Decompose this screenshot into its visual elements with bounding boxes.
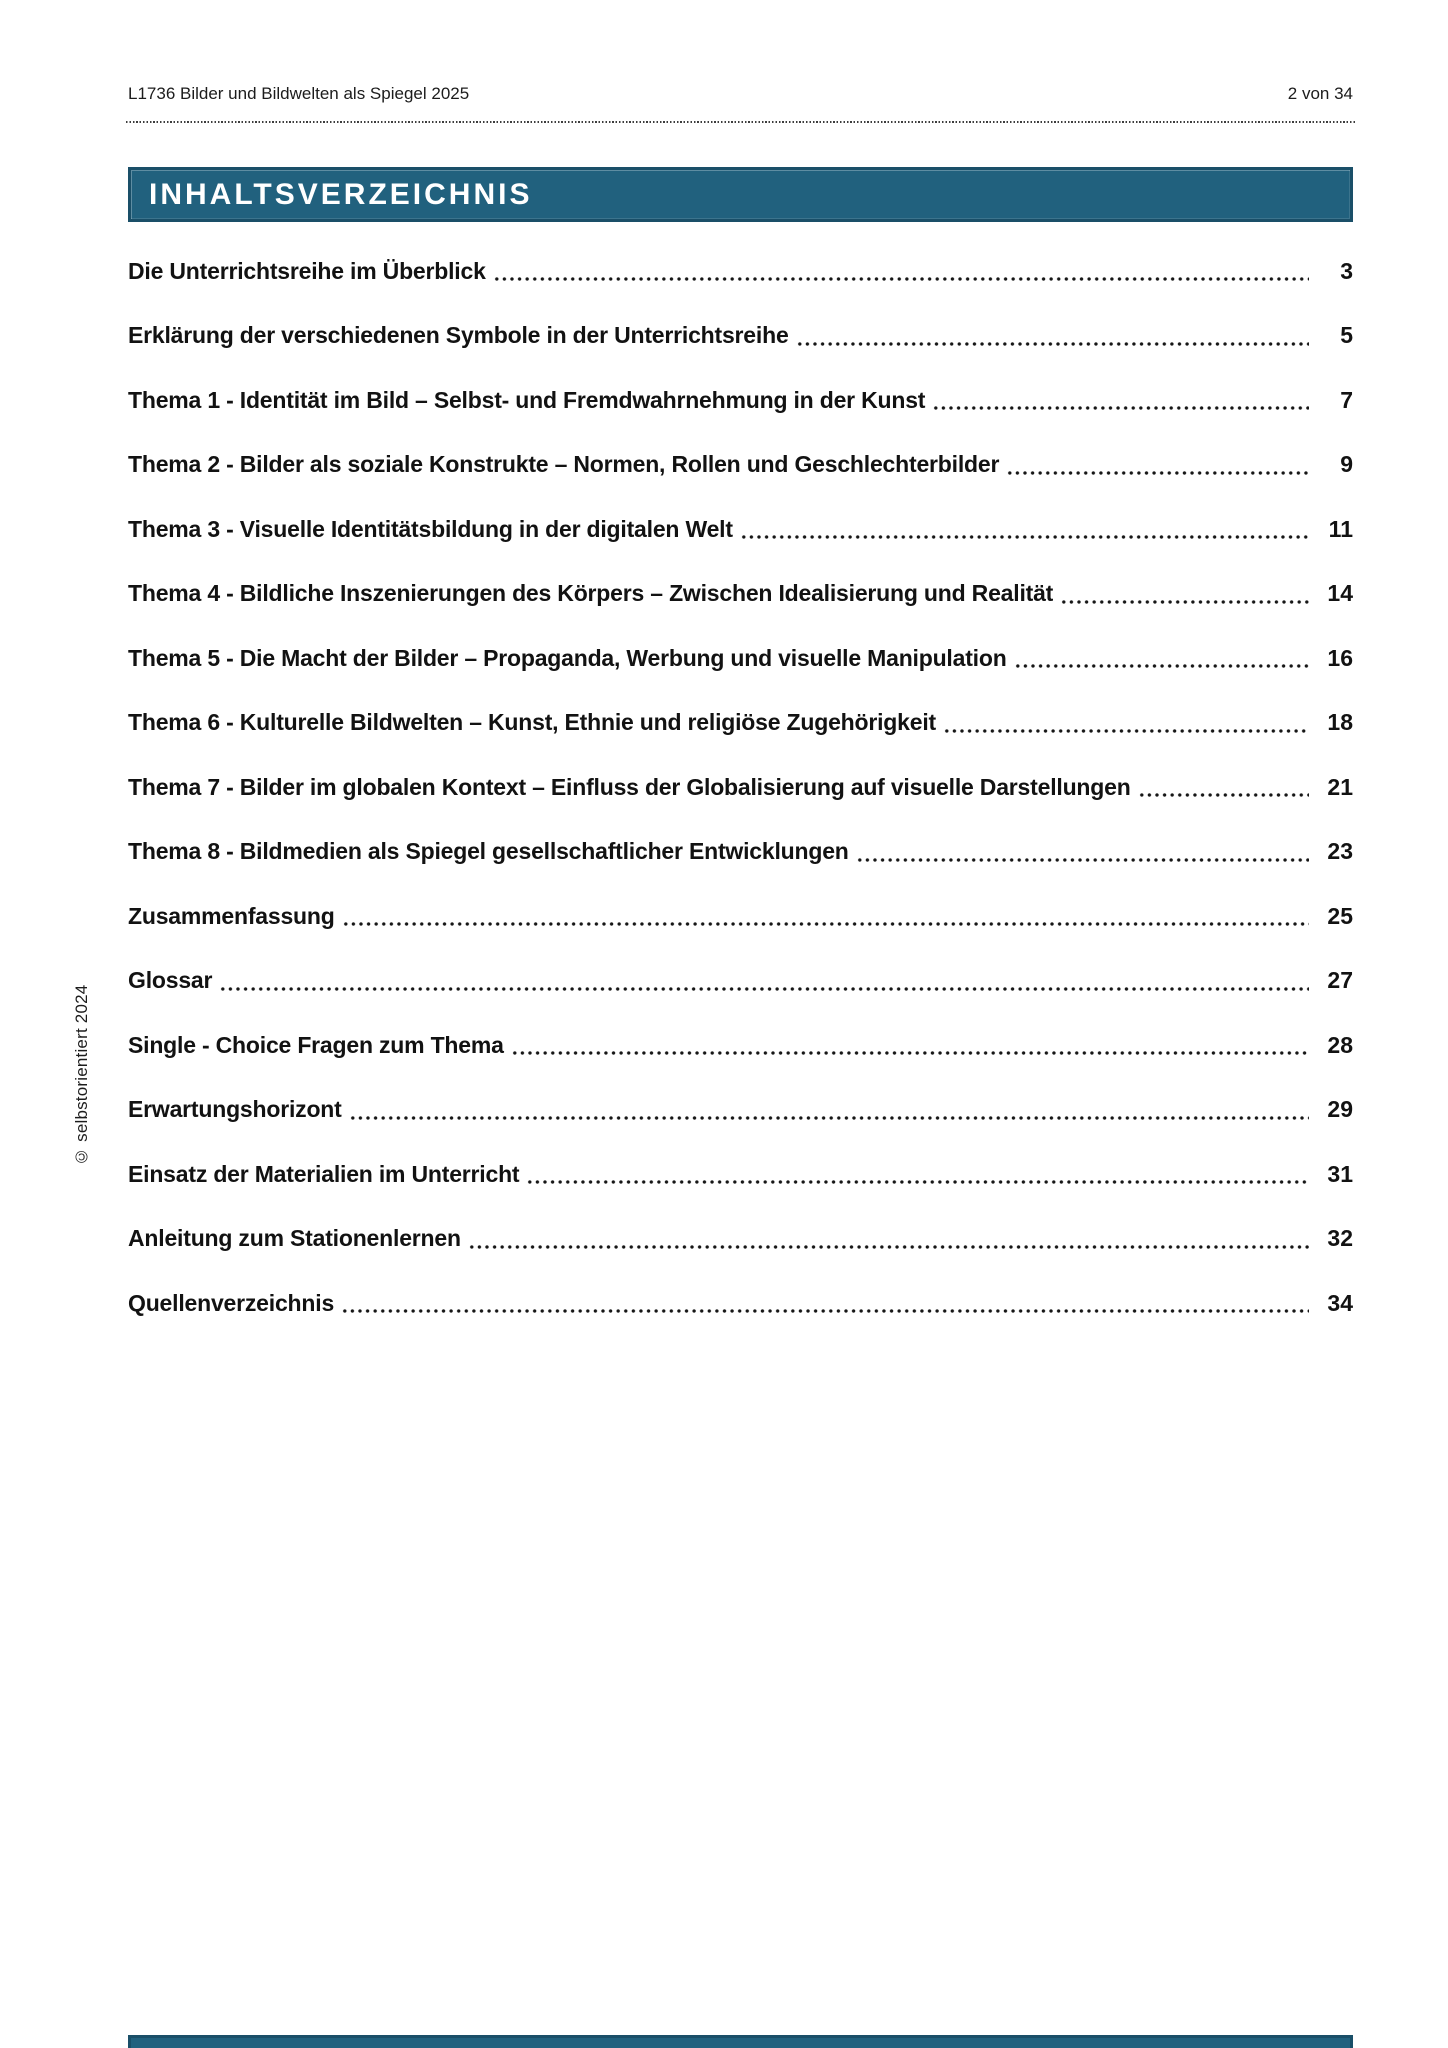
toc-entry[interactable]: [128, 1013, 1353, 1078]
toc-entry-page[interactable]: 25: [1327, 902, 1353, 929]
toc-dot-leader: [1060, 600, 1309, 604]
header-page-indicator: 2 von 34: [1287, 84, 1353, 103]
section-title-bar: [128, 167, 1353, 222]
toc-entry[interactable]: [128, 820, 1353, 885]
toc-entry-label[interactable]: Thema 3 - Visuelle Identitätsbildung in der digitalen Welt: [128, 515, 733, 542]
toc-entry[interactable]: [128, 1142, 1353, 1207]
toc-entry-label[interactable]: Thema 2 - Bilder als soziale Konstrukte – Normen, Rollen und Geschlechterbilder: [128, 451, 1000, 478]
toc-dot-leader: [796, 342, 1309, 346]
toc-entry-page[interactable]: 7: [1340, 386, 1353, 413]
toc-entry-page[interactable]: 3: [1340, 257, 1353, 284]
toc-entry[interactable]: [128, 755, 1353, 820]
toc-entry-page[interactable]: 32: [1327, 1225, 1353, 1252]
toc-entry-label[interactable]: Die Unterrichtsreihe im Überblick: [128, 257, 486, 284]
toc-entry-label[interactable]: Thema 6 - Kulturelle Bildwelten – Kunst, Ethnie und religiöse Zugehörigkeit: [128, 709, 936, 736]
toc-entry-page[interactable]: 16: [1327, 644, 1353, 671]
toc-entry-page[interactable]: 21: [1327, 773, 1353, 800]
toc-entry-page[interactable]: 18: [1327, 709, 1353, 736]
toc-dot-leader: [740, 535, 1309, 539]
toc-dot-leader: [468, 1245, 1309, 1249]
toc-entry-page[interactable]: 29: [1327, 1096, 1353, 1123]
toc-entry-page[interactable]: 23: [1327, 838, 1353, 865]
toc-entry-label[interactable]: Anleitung zum Stationenlernen: [128, 1225, 461, 1252]
toc-entry[interactable]: [128, 1078, 1353, 1143]
toc-list: [128, 239, 1353, 1336]
toc-dot-leader: [1006, 471, 1309, 475]
toc-dot-leader: [856, 858, 1309, 862]
toc-entry-page[interactable]: 14: [1327, 580, 1353, 607]
toc-entry-label[interactable]: Thema 5 - Die Macht der Bilder – Propaganda, Werbung und visuelle Manipulation: [128, 644, 1007, 671]
toc-entry-page[interactable]: 31: [1327, 1160, 1353, 1187]
toc-dot-leader: [943, 729, 1309, 733]
page-header: [128, 84, 1353, 104]
toc-entry-page[interactable]: 11: [1328, 515, 1353, 542]
toc-entry-page[interactable]: 5: [1340, 322, 1353, 349]
toc-dot-leader: [349, 1116, 1309, 1120]
toc-entry-label[interactable]: Glossar: [128, 967, 213, 994]
toc-entry[interactable]: [128, 497, 1353, 562]
toc-entry[interactable]: [128, 433, 1353, 498]
header-document-title: L1736 Bilder und Bildwelten als Spiegel 2025: [128, 84, 470, 103]
toc-entry-label[interactable]: Thema 8 - Bildmedien als Spiegel gesellschaftlicher Entwicklungen: [128, 838, 849, 865]
toc-entry[interactable]: [128, 239, 1353, 304]
toc-entry[interactable]: [128, 691, 1353, 756]
toc-entry-label[interactable]: Single - Choice Fragen zum Thema: [128, 1031, 504, 1058]
toc-dot-leader: [493, 277, 1309, 281]
toc-entry-label[interactable]: Quellenverzeichnis: [128, 1289, 335, 1316]
toc-dot-leader: [932, 406, 1309, 410]
toc-entry-label[interactable]: Erklärung der verschiedenen Symbole in der Unterrichtsreihe: [128, 322, 789, 349]
toc-entry-label[interactable]: Thema 4 - Bildliche Inszenierungen des Körpers – Zwischen Idealisierung und Realität: [128, 580, 1054, 607]
toc-entry-label[interactable]: Thema 1 - Identität im Bild – Selbst- und Fremdwahrnehmung in der Kunst: [128, 386, 926, 413]
toc-entry[interactable]: [128, 562, 1353, 627]
toc-entry[interactable]: [128, 626, 1353, 691]
toc-entry[interactable]: [128, 949, 1353, 1014]
toc-entry-page[interactable]: 27: [1327, 967, 1353, 994]
toc-entry-label[interactable]: Einsatz der Materialien im Unterricht: [128, 1160, 520, 1187]
copyright-note: © selbstorientiert 2024: [72, 984, 91, 1166]
toc-entry[interactable]: [128, 304, 1353, 369]
header-divider: [126, 120, 1356, 123]
toc-entry-label[interactable]: Thema 7 - Bilder im globalen Kontext – Einfluss der Globalisierung auf visuelle Darstellungen: [128, 773, 1131, 800]
toc-entry[interactable]: [128, 1207, 1353, 1272]
toc-entry-page[interactable]: 34: [1327, 1289, 1353, 1316]
toc-dot-leader: [526, 1180, 1309, 1184]
toc-dot-leader: [511, 1051, 1309, 1055]
toc-entry[interactable]: [128, 884, 1353, 949]
toc-entry-label[interactable]: Erwartungshorizont: [128, 1096, 342, 1123]
toc-entry-page[interactable]: 28: [1327, 1031, 1353, 1058]
toc-dot-leader: [1014, 664, 1309, 668]
next-section-bar-peek: [128, 2035, 1353, 2048]
toc-entry-label[interactable]: Zusammenfassung: [128, 902, 335, 929]
toc-entry-page[interactable]: 9: [1340, 451, 1353, 478]
toc-dot-leader: [341, 1309, 1309, 1313]
toc-dot-leader: [1138, 793, 1309, 797]
toc-entry[interactable]: [128, 368, 1353, 433]
toc-dot-leader: [219, 987, 1309, 991]
toc-entry[interactable]: [128, 1271, 1353, 1336]
toc-dot-leader: [342, 922, 1309, 926]
section-title: INHALTSVERZEICHNIS: [149, 177, 533, 211]
